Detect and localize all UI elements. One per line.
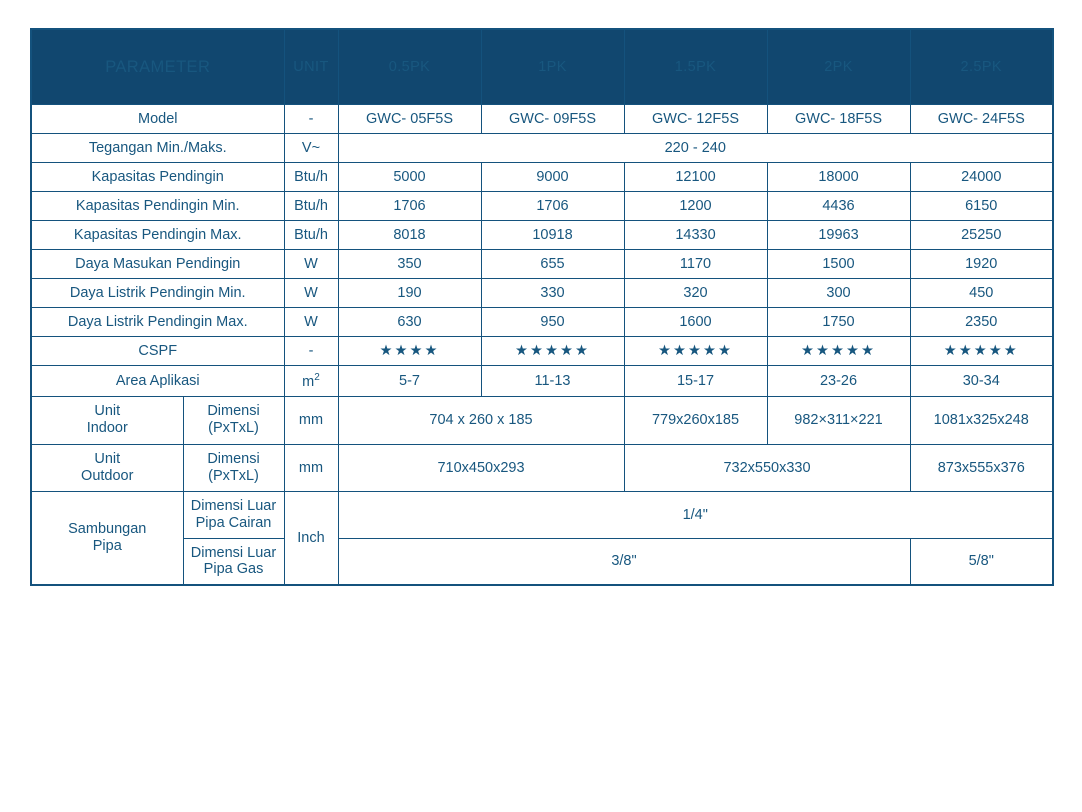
row-unit-unit-outdoor: mm [284,444,338,492]
row-label-daya-masukan: Daya Masukan Pendingin [31,250,284,279]
table-row [31,337,1053,366]
pipa-cairan-sub2: Pipa Cairan [195,515,272,532]
cell-daya-listrik-max-1: 950 [481,308,624,337]
cell-area-0: 5-7 [338,366,481,397]
table-row [31,105,1053,134]
row-unit-daya-masukan: W [284,250,338,279]
row-unit-daya-listrik-max: W [284,308,338,337]
row-unit-area-aplikasi [284,366,338,397]
cell-model-2: GWC- 12F5S [624,105,767,134]
cell-kapasitas-min-3: 4436 [767,192,910,221]
row-unit-kapasitas-pendingin: Btu/h [284,163,338,192]
row-unit-cspf: - [284,337,338,366]
row-label-daya-listrik-max: Daya Listrik Pendingin Max. [31,308,284,337]
row-label-tegangan: Tegangan Min./Maks. [31,134,284,163]
cell-indoor-dim-2: 779x260x185 [624,396,767,444]
row-label-model: Model [31,105,284,134]
table-row [31,163,1053,192]
cell-indoor-dim-0-1: 704 x 260 x 185 [338,396,624,444]
cell-indoor-dim-3: 982×311×221 [767,396,910,444]
unit-superscript: 2 [314,372,320,383]
header-parameter: PARAMETER [31,29,284,105]
cell-area-4: 30-34 [910,366,1053,397]
unit-indoor-sub2: (PxTxL) [208,420,259,437]
header-1-5pk: 1.5PK [624,29,767,105]
header-0-5pk: 0.5PK [338,29,481,105]
cell-kapasitas-4: 24000 [910,163,1053,192]
unit-base: m [302,373,315,390]
header-1pk: 1PK [481,29,624,105]
cell-indoor-dim-4: 1081x325x248 [910,396,1053,444]
row-label-unit-outdoor [31,444,183,492]
cell-model-0: GWC- 05F5S [338,105,481,134]
unit-outdoor-line2: Outdoor [81,468,134,484]
row-sublabel-pipa-cairan [183,492,284,538]
cspf-rating-1pk: ★★★★★ [481,337,624,366]
pipa-gas-sub1: Dimensi Luar [190,544,277,561]
cell-kapasitas-max-0: 8018 [338,221,481,250]
row-unit-unit-indoor: mm [284,396,338,444]
row-unit-sambungan-pipa: Inch [284,492,338,585]
cell-daya-listrik-max-4: 2350 [910,308,1053,337]
cell-kapasitas-0: 5000 [338,163,481,192]
unit-outdoor-line1: Unit [94,450,121,467]
cell-pipa-gas-0-3: 3/8" [338,538,910,585]
header-2-5pk: 2.5PK [910,29,1053,105]
header-2pk: 2PK [767,29,910,105]
row-unit-kapasitas-min: Btu/h [284,192,338,221]
cell-outdoor-dim-2-3: 732x550x330 [624,444,910,492]
cell-outdoor-dim-4: 873x555x376 [910,444,1053,492]
cell-daya-masukan-4: 1920 [910,250,1053,279]
specification-table [30,28,1054,586]
cell-model-4: GWC- 24F5S [910,105,1053,134]
cell-daya-listrik-min-4: 450 [910,279,1053,308]
table-row [31,308,1053,337]
table-row [31,538,1053,585]
cell-kapasitas-min-0: 1706 [338,192,481,221]
cell-area-1: 11-13 [481,366,624,397]
row-label-area-aplikasi: Area Aplikasi [31,366,284,397]
row-label-daya-listrik-min: Daya Listrik Pendingin Min. [31,279,284,308]
row-label-kapasitas-max: Kapasitas Pendingin Max. [31,221,284,250]
cell-kapasitas-2: 12100 [624,163,767,192]
cell-kapasitas-max-4: 25250 [910,221,1053,250]
cspf-rating-2pk: ★★★★★ [767,337,910,366]
cell-pipa-gas-4: 5/8" [910,538,1053,585]
unit-indoor-line1: Unit [94,402,121,419]
cell-kapasitas-min-2: 1200 [624,192,767,221]
row-label-sambungan-pipa [31,492,183,585]
row-unit-daya-listrik-min: W [284,279,338,308]
cell-tegangan-all: 220 - 240 [338,134,1053,163]
table-row [31,250,1053,279]
cell-kapasitas-min-4: 6150 [910,192,1053,221]
sambungan-pipa-line2: Pipa [92,538,122,555]
cell-daya-masukan-1: 655 [481,250,624,279]
row-label-unit-indoor [31,396,183,444]
row-label-kapasitas-min: Kapasitas Pendingin Min. [31,192,284,221]
cell-daya-listrik-max-0: 630 [338,308,481,337]
row-label-kapasitas-pendingin: Kapasitas Pendingin [31,163,284,192]
cell-kapasitas-max-1: 10918 [481,221,624,250]
unit-indoor-line2: Indoor [86,420,128,437]
table-row [31,134,1053,163]
cell-pipa-cairan-all: 1/4" [338,492,1053,538]
table-row [31,221,1053,250]
cell-daya-masukan-3: 1500 [767,250,910,279]
cell-daya-masukan-2: 1170 [624,250,767,279]
cell-daya-masukan-0: 350 [338,250,481,279]
row-unit-tegangan: V~ [284,134,338,163]
sambungan-pipa-line1: Sambungan [68,520,147,537]
cell-area-3: 23-26 [767,366,910,397]
pipa-cairan-sub1: Dimensi Luar [190,498,277,515]
cspf-rating-0-5pk: ★★★★ [338,337,481,366]
cell-kapasitas-1: 9000 [481,163,624,192]
header-row [31,29,1053,105]
table-row [31,279,1053,308]
unit-outdoor-sub2: (PxTxL) [208,468,259,484]
cell-kapasitas-max-2: 14330 [624,221,767,250]
table-row [31,396,1053,444]
cell-kapasitas-min-1: 1706 [481,192,624,221]
unit-indoor-sub1: Dimensi [207,402,260,419]
table-row [31,192,1053,221]
cell-area-2: 15-17 [624,366,767,397]
table-body [31,105,1053,586]
cell-kapasitas-3: 18000 [767,163,910,192]
cell-daya-listrik-min-2: 320 [624,279,767,308]
cell-daya-listrik-max-2: 1600 [624,308,767,337]
table-row [31,492,1053,538]
row-sublabel-unit-outdoor [183,444,284,492]
header-unit: UNIT [284,29,338,105]
row-label-cspf: CSPF [31,337,284,366]
row-sublabel-unit-indoor [183,396,284,444]
cspf-rating-1-5pk: ★★★★★ [624,337,767,366]
cell-outdoor-dim-0-1: 710x450x293 [338,444,624,492]
row-unit-model: - [284,105,338,134]
cell-daya-listrik-min-3: 300 [767,279,910,308]
table-header [31,29,1053,105]
cell-daya-listrik-max-3: 1750 [767,308,910,337]
cspf-rating-2-5pk: ★★★★★ [910,337,1053,366]
row-sublabel-pipa-gas [183,538,284,585]
cell-model-3: GWC- 18F5S [767,105,910,134]
table-row [31,366,1053,397]
cell-kapasitas-max-3: 19963 [767,221,910,250]
table-row [31,444,1053,492]
row-unit-kapasitas-max: Btu/h [284,221,338,250]
pipa-gas-sub2: Pipa Gas [203,561,264,578]
cell-model-1: GWC- 09F5S [481,105,624,134]
cell-daya-listrik-min-0: 190 [338,279,481,308]
cell-daya-listrik-min-1: 330 [481,279,624,308]
unit-outdoor-sub1: Dimensi [207,450,260,467]
